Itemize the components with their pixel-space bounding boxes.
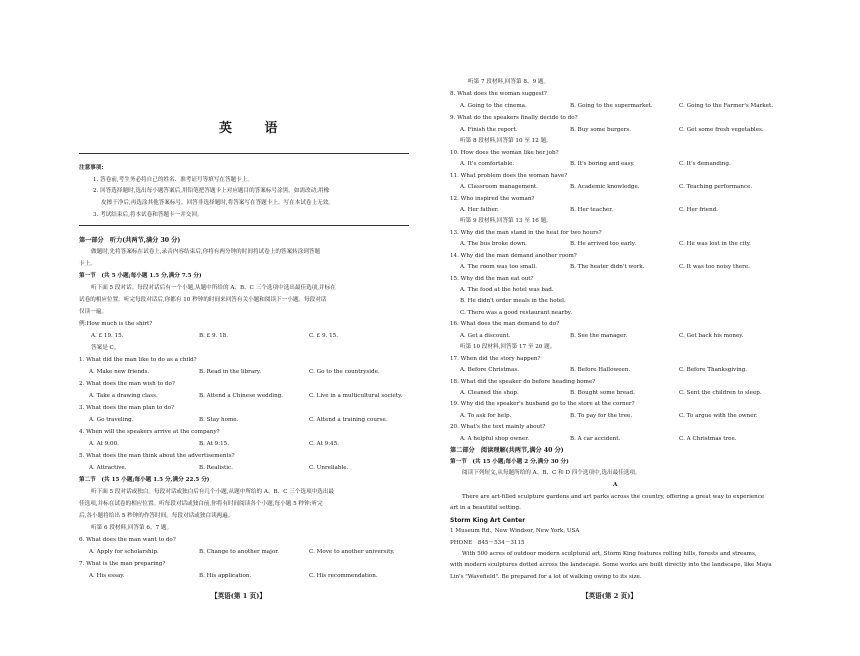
question: 8. What does the woman suggest?	[450, 91, 547, 97]
section1-intro: 听下面 5 段对话。每段对话后有一个小题,从题中所给的 A、B、C 三个选项中选出最佳选项,并标在	[91, 285, 336, 291]
question: 5. What does the man think about the advertisements?	[79, 453, 235, 459]
question: 3. What does the man plan to do?	[79, 405, 175, 411]
option-c: C. It's demanding.	[679, 161, 731, 167]
question: 10. How does the woman like her job?	[450, 150, 559, 156]
option-c: C. It was too noisy there.	[679, 264, 750, 270]
page-footer: 【英语(第 1 页)】	[211, 592, 266, 600]
reading-section1-heading: 第一节 (共 15 小题;每小题 2 分,满分 30 分)	[450, 459, 569, 465]
option-a: A. Cleaned the shop.	[460, 390, 519, 396]
section1-heading: 第一节 (共 5 小题;每小题 1.5 分,满分 7.5 分)	[79, 273, 202, 279]
page-title: 英 语	[219, 121, 292, 136]
option-a: A. Classroom management.	[460, 184, 538, 190]
material-heading: 听第 8 段材料,回答第 10 至 12 题。	[460, 138, 552, 144]
venue-address: 1 Museum Rd., New Windsor, New York, USA	[450, 528, 580, 534]
question: 1. What did the man like to do as a child?	[79, 357, 197, 363]
question: 4. When will the speakers arrive at the company?	[79, 429, 220, 435]
option-a: A. Go traveling.	[89, 417, 134, 423]
option-a: A. The food at the hotel was bad.	[460, 287, 554, 293]
option-c: C. Attend a training course.	[309, 417, 388, 423]
option-b: B. At 9:15.	[199, 441, 229, 447]
example-answer: 答案是 C。	[91, 345, 120, 351]
notice-line: 1. 答卷前,考生务必将自己的姓名、准考证号等填写在答题卡上。	[93, 177, 253, 183]
question: 9. What do the speakers finally decide to do?	[450, 115, 578, 121]
question: 20. What's the text mainly about?	[450, 424, 546, 430]
venue-description: Lin's "Wavefield". Be prepared for a lot of walking owing to its size.	[450, 574, 642, 580]
question: 7. What is the man preparing?	[79, 561, 166, 567]
option-a: A. A helpful shop owner.	[460, 436, 530, 442]
option-c: C. To argue with the owner.	[679, 413, 758, 419]
example-question: 例:How much is the shirt?	[79, 321, 153, 327]
option-b: B. Bought some bread.	[570, 390, 635, 396]
option-c: C. Going to the Farmer's Market.	[679, 103, 774, 109]
option-c: C. Unreliable.	[309, 465, 349, 471]
question: 14. Why did the man demand another room?	[450, 253, 577, 259]
part2-heading: 第二部分 阅读理解(共两节,满分 40 分)	[450, 447, 564, 454]
section2-heading: 第二节 (共 15 小题;每小题 1.5 分,满分 22.5 分)	[79, 477, 210, 483]
section1-intro: 试卷的相应位置。听完每段对话后,你都有 10 秒钟的时间来回答有关小题和阅读下一小题。每段对话	[79, 297, 327, 303]
option-a: A. Before Christmas.	[460, 367, 519, 373]
option-b: B. Her teacher.	[570, 207, 614, 213]
option-b: B. Change to another major.	[199, 549, 280, 555]
option-a: A. Attractive.	[89, 465, 127, 471]
option-b: B. Buy some burgers.	[570, 127, 632, 133]
option-a: A. Get a discount.	[460, 333, 511, 339]
venue-name: Storm King Art Center	[450, 517, 526, 524]
option-c: C. Sent the children to sleep.	[679, 390, 762, 396]
option-c: C. There was a good restaurant nearby.	[460, 310, 572, 316]
option-c: C. Teaching performance.	[679, 184, 753, 190]
example-option: B. £ 9. 18.	[199, 333, 229, 339]
material-heading: 听第 6 段材料,回答第 6、7 题。	[91, 525, 173, 531]
venue-phone: PHONE 845－534－3115	[450, 540, 525, 546]
option-b: B. Academic knowledge.	[570, 184, 640, 190]
question: 17. When did the story happen?	[450, 356, 541, 362]
part1-intro: 卡上。	[79, 261, 96, 267]
question: 15. Why did the man eat out?	[450, 276, 534, 282]
option-a: A. It's comfortable.	[460, 161, 515, 167]
option-c: C. Go to the countryside.	[309, 369, 380, 375]
option-c: C. Get some fresh vegetables.	[679, 127, 764, 133]
question: 19. Why did the speaker's husband go to the store at the corner?	[450, 401, 635, 407]
title-divider	[79, 153, 409, 154]
venue-description: with modern sculptures dotted across the landscape. Some works are built directly into the landscape, like Maya	[450, 562, 772, 568]
part1-intro: 做题时,先将答案标在试卷上,录音内容结束后,你将有两分钟的时间将试卷上的答案转涂到答题	[91, 249, 321, 255]
option-c: C. Live in a multicultural society.	[309, 393, 403, 399]
option-a: A. Going to the cinema.	[460, 103, 527, 109]
option-a: A. Make new friends.	[89, 369, 150, 375]
section2-intro: 听下面 5 段对话或独白。每段对话或独白后有几个小题,从题中所给的 A、B、C 三个选项中选出最	[91, 489, 335, 495]
section1-intro: 仅读一遍。	[79, 309, 107, 315]
option-b: B. Stay home.	[199, 417, 239, 423]
exam-page-2	[430, 0, 860, 656]
option-c: C. Move to another university.	[309, 549, 395, 555]
option-b: B. Realistic.	[199, 465, 233, 471]
option-b: B. Before Halloween.	[570, 367, 631, 373]
option-a: A. His essay.	[89, 573, 125, 579]
option-a: A. To ask for help.	[460, 413, 512, 419]
material-heading: 听第 10 段材料,回答第 17 至 20 题。	[460, 344, 556, 350]
material-heading: 听第 9 段材料,回答第 13 至 16 题。	[460, 218, 552, 224]
passage-text: art in a beautiful setting.	[450, 505, 521, 511]
question: 16. What does the man demand to do?	[450, 321, 560, 327]
option-c: C. His recommendation.	[309, 573, 378, 579]
option-b: B. To pay for the tree.	[570, 413, 633, 419]
option-b: B. He didn't order meals in the hotel.	[460, 298, 566, 304]
option-c: C. Before Thanksgiving.	[679, 367, 748, 373]
option-a: A. Apply for scholarship.	[89, 549, 159, 555]
section2-intro: 后,各小题将给出 5 秒钟的作答时间。每段对话或独白读两遍。	[79, 513, 234, 519]
notice-line: 3. 考试结束后,将本试卷和答题卡一并交回。	[93, 212, 203, 218]
passage-letter: A	[613, 482, 618, 488]
option-b: B. It's boring and easy.	[570, 161, 635, 167]
option-b: B. A car accident.	[570, 436, 621, 442]
notice-line: 2. 回答选择题时,选出每小题答案后,用铅笔把答题卡上对应题目的答案标号涂黑。如需改动,用橡	[93, 188, 330, 194]
question: 6. What does the man want to do?	[79, 537, 176, 543]
option-c: C. Her friend.	[679, 207, 719, 213]
venue-description: With 500 acres of outdoor modern sculptural art, Storm King features rolling hills, forests and streams,	[462, 551, 757, 557]
notice-heading: 注意事项:	[79, 165, 104, 171]
reading-section1-intro: 阅读下列短文,从每题所给的 A、B、C 和 D 四个选项中,选出最佳选项。	[462, 470, 641, 476]
option-b: B. He arrived too early.	[570, 241, 636, 247]
option-a: A. Take a drawing class.	[89, 393, 158, 399]
option-c: C. Get back his money.	[679, 333, 744, 339]
option-a: A. The bus broke down.	[460, 241, 528, 247]
option-c: C. He was lost in the city.	[679, 241, 751, 247]
material-heading: 听第 7 段材料,回答第 8、9 题。	[468, 79, 550, 85]
option-b: B. Attend a Chinese wedding.	[199, 393, 284, 399]
question: 11. What problem does the woman have?	[450, 173, 568, 179]
passage-text: There are art-filled sculpture gardens and art parks across the country, offering a great way to experience	[462, 494, 765, 500]
question: 13. Why did the man stand in the heat for two hours?	[450, 230, 602, 236]
option-b: B. Read in the library.	[199, 369, 262, 375]
option-b: B. His application.	[199, 573, 252, 579]
option-b: B. Going to the supermarket.	[570, 103, 653, 109]
option-a: A. Her father.	[460, 207, 499, 213]
part1-heading: 第一部分 听力(共两节,满分 30 分)	[79, 237, 181, 244]
option-c: C. At 9:45.	[309, 441, 339, 447]
question: 18. What did the speaker do before heading home?	[450, 379, 596, 385]
option-b: B. The heater didn't work.	[570, 264, 645, 270]
option-a: A. The room was too small.	[460, 264, 537, 270]
example-option: C. £ 9. 15.	[309, 333, 338, 339]
section2-intro: 佳选项,并标在试卷的相应位置。听每段对话或独白前,你将有时间阅读各个小题,每小题 5 秒钟;听完	[79, 501, 323, 507]
option-a: A. At 9:00.	[89, 441, 119, 447]
notice-divider	[79, 225, 409, 226]
question: 2. What does the man wish to do?	[79, 381, 175, 387]
example-option: A. £ 19. 15.	[91, 333, 124, 339]
option-c: C. A Christmas tree.	[679, 436, 737, 442]
notice-line: 皮擦干净后,再选涂其他答案标号。回答非选择题时,将答案写在答题卡上。写在本试卷上无效。	[101, 200, 334, 206]
question: 12. Who inspired the woman?	[450, 196, 535, 202]
option-b: B. See the manager.	[570, 333, 628, 339]
option-a: A. Finish the report.	[460, 127, 518, 133]
page-footer: 【英语(第 2 页)】	[582, 592, 637, 600]
